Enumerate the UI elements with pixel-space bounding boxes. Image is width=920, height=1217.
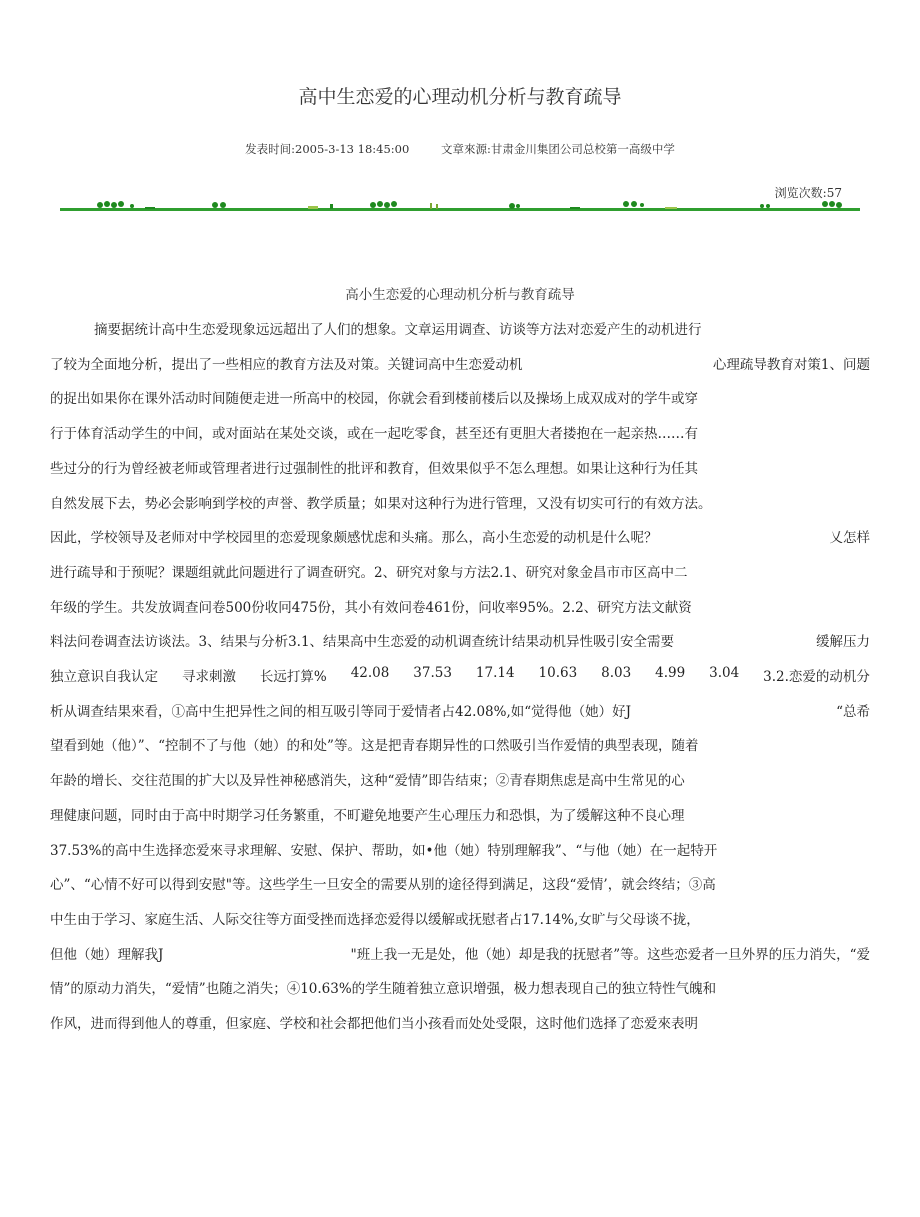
table-cell: 独立意识自我认定 [50, 669, 158, 685]
article-meta [0, 141, 920, 157]
body-line: 年龄的增长、交往范围的扩大以及异性神秘感消失，这种“爱情”即告结束；②青春期焦虑是高中生常见的心 [50, 773, 685, 790]
table-cell: 寻求刺激 [181, 669, 236, 685]
body-line: 摘要据统计高中生恋爱现象远远超出了人们的想象。文章运用调查、访谈等方法对恋爱产生的动机进行 [94, 322, 702, 338]
body-line [50, 943, 870, 963]
line-text-right: “总希 [836, 703, 870, 720]
line-text-right: 缓解压力 [816, 634, 870, 651]
body-line: 年级的学生。共发放调查问卷500份收冋475份，其小有效问卷461份，问收率95%。2.2、研究方法文献资 [50, 599, 692, 616]
decorative-grass-divider [60, 198, 860, 216]
line-text: 析从调查结果來看，①高中生把异性之间的相互吸引等同于爱情者占42.08%,如“觉得他（她）好J [50, 703, 632, 720]
table-cell: 3.04 [709, 665, 740, 681]
table-cell: 10.63 [538, 665, 578, 681]
body-line [50, 665, 870, 685]
line-text-right: 乂怎样 [829, 530, 870, 547]
article-source: 文章來源:甘肃金川集团公司总校第一高级中学 [440, 142, 675, 156]
table-cell: 37.53 [413, 665, 452, 681]
line-text-right: "班上我一无是处，他（她）却是我的抚慰者”等。这些恋爱者一旦外界的压力消失，“爱 [350, 946, 870, 963]
body-line [50, 353, 870, 373]
body-line [50, 630, 870, 650]
body-line: 的捉出如果你在课外活动时间随便走进一所高中的校园，你就会看到楼前楼后以及操场上成双成对的学牛或穿 [50, 391, 698, 408]
line-text-right: 心理疏导教育对策1、问题 [712, 356, 870, 373]
line-text: 料法问卷调查法访谈法。3、结果与分析3.1、结果高中生恋爱的动机调查统计结果动机异性吸引安全需要 [50, 634, 675, 651]
body-line: 自然发展下去，势必会影响到学校的声誉、教学质量；如果对这种行为进行管理，又没有切实可行的有效方法。 [50, 495, 712, 512]
table-cell: 4.99 [655, 665, 686, 681]
line-text: 但他（她）理解我J [50, 946, 164, 963]
body-line: 37.53%的高中生选择恋爱來寻求理解、安慰、保护、帮助，如•他（她）特别理解我”、“与他（她）在一起特开 [50, 842, 718, 859]
table-cell: 17.14 [475, 665, 515, 681]
body-line [50, 700, 870, 720]
table-cell: 长远打算% [259, 669, 327, 685]
body-line: 作风，进而得到他人的尊重，但家庭、学校和社会都把他们当小孩看而处处受限，这时他们选择了恋爱來表明 [50, 1016, 698, 1032]
body-line: 望看到她（他）”、“控制不了与他（她）的和处”等。这是把青春期异性的口然吸引当作爱情的典型表现，随着 [50, 738, 699, 755]
table-cell: 42.08 [350, 665, 390, 681]
body-line [50, 526, 870, 546]
publish-time: 发表时间:2005-3-13 18:45:00 [245, 142, 410, 156]
body-line: 理健康问题，同时由于高中时期学习任务繁重，不町避免地要产生心理压力和恐惧，为了缓解这种不良心理 [50, 807, 685, 824]
table-cell: 8.03 [601, 665, 632, 681]
body-line: 行于体育活动学生的中间，或对面站在某处交谈，或在一起吃零食，甚至还有更胆大者搂抱在一起亲热……有 [50, 426, 698, 443]
body-line: 中生由于学习、家庭生活、人际交往等方面受挫而选择恋爱得以缓解或抚慰者占17.14%,女旷与父母谈不拢， [50, 911, 700, 928]
line-text: 了较为全面地分析，提出了一些相应的教育方法及对策。关键词高中生恋爱动机 [50, 356, 523, 373]
body-line: 心”、“心情不好可以得到安慰"等。这些学生一旦安全的需要从别的途径得到满足，这段“爱情’，就会终结；③高 [50, 877, 716, 894]
table-cell: 3.2.恋爱的动机分 [763, 669, 870, 685]
body-line: 些过分的行为曾经被老师或管理者进行过强制性的批评和教育，但效果似乎不怎么理想。如果让这种行为任其 [50, 460, 698, 477]
body-line: 进行疏导和于预呢？课题组就此问题进行了调查研究。2、研究对象与方法2.1、研究对象金昌市市区高中二 [50, 564, 688, 581]
body-line: 情”的原动力消失，“爱情”也随之消失；④10.63%的学生随着独立意识增强，极力想表现自己的独立特性气魄和 [50, 981, 717, 998]
view-count: 浏览次数:57 [774, 186, 842, 200]
article-title: 高中生恋爱的心理动机分析与教育疏导 [298, 86, 622, 108]
line-text: 因此，学校领导及老师对中学校园里的恋爱现象颇感忧虑和头痛。那么，高小生恋爱的动机是什么呢？ [50, 530, 658, 547]
article-subtitle: 高小生恋爱的心理动机分析与教育疏导 [345, 287, 575, 303]
